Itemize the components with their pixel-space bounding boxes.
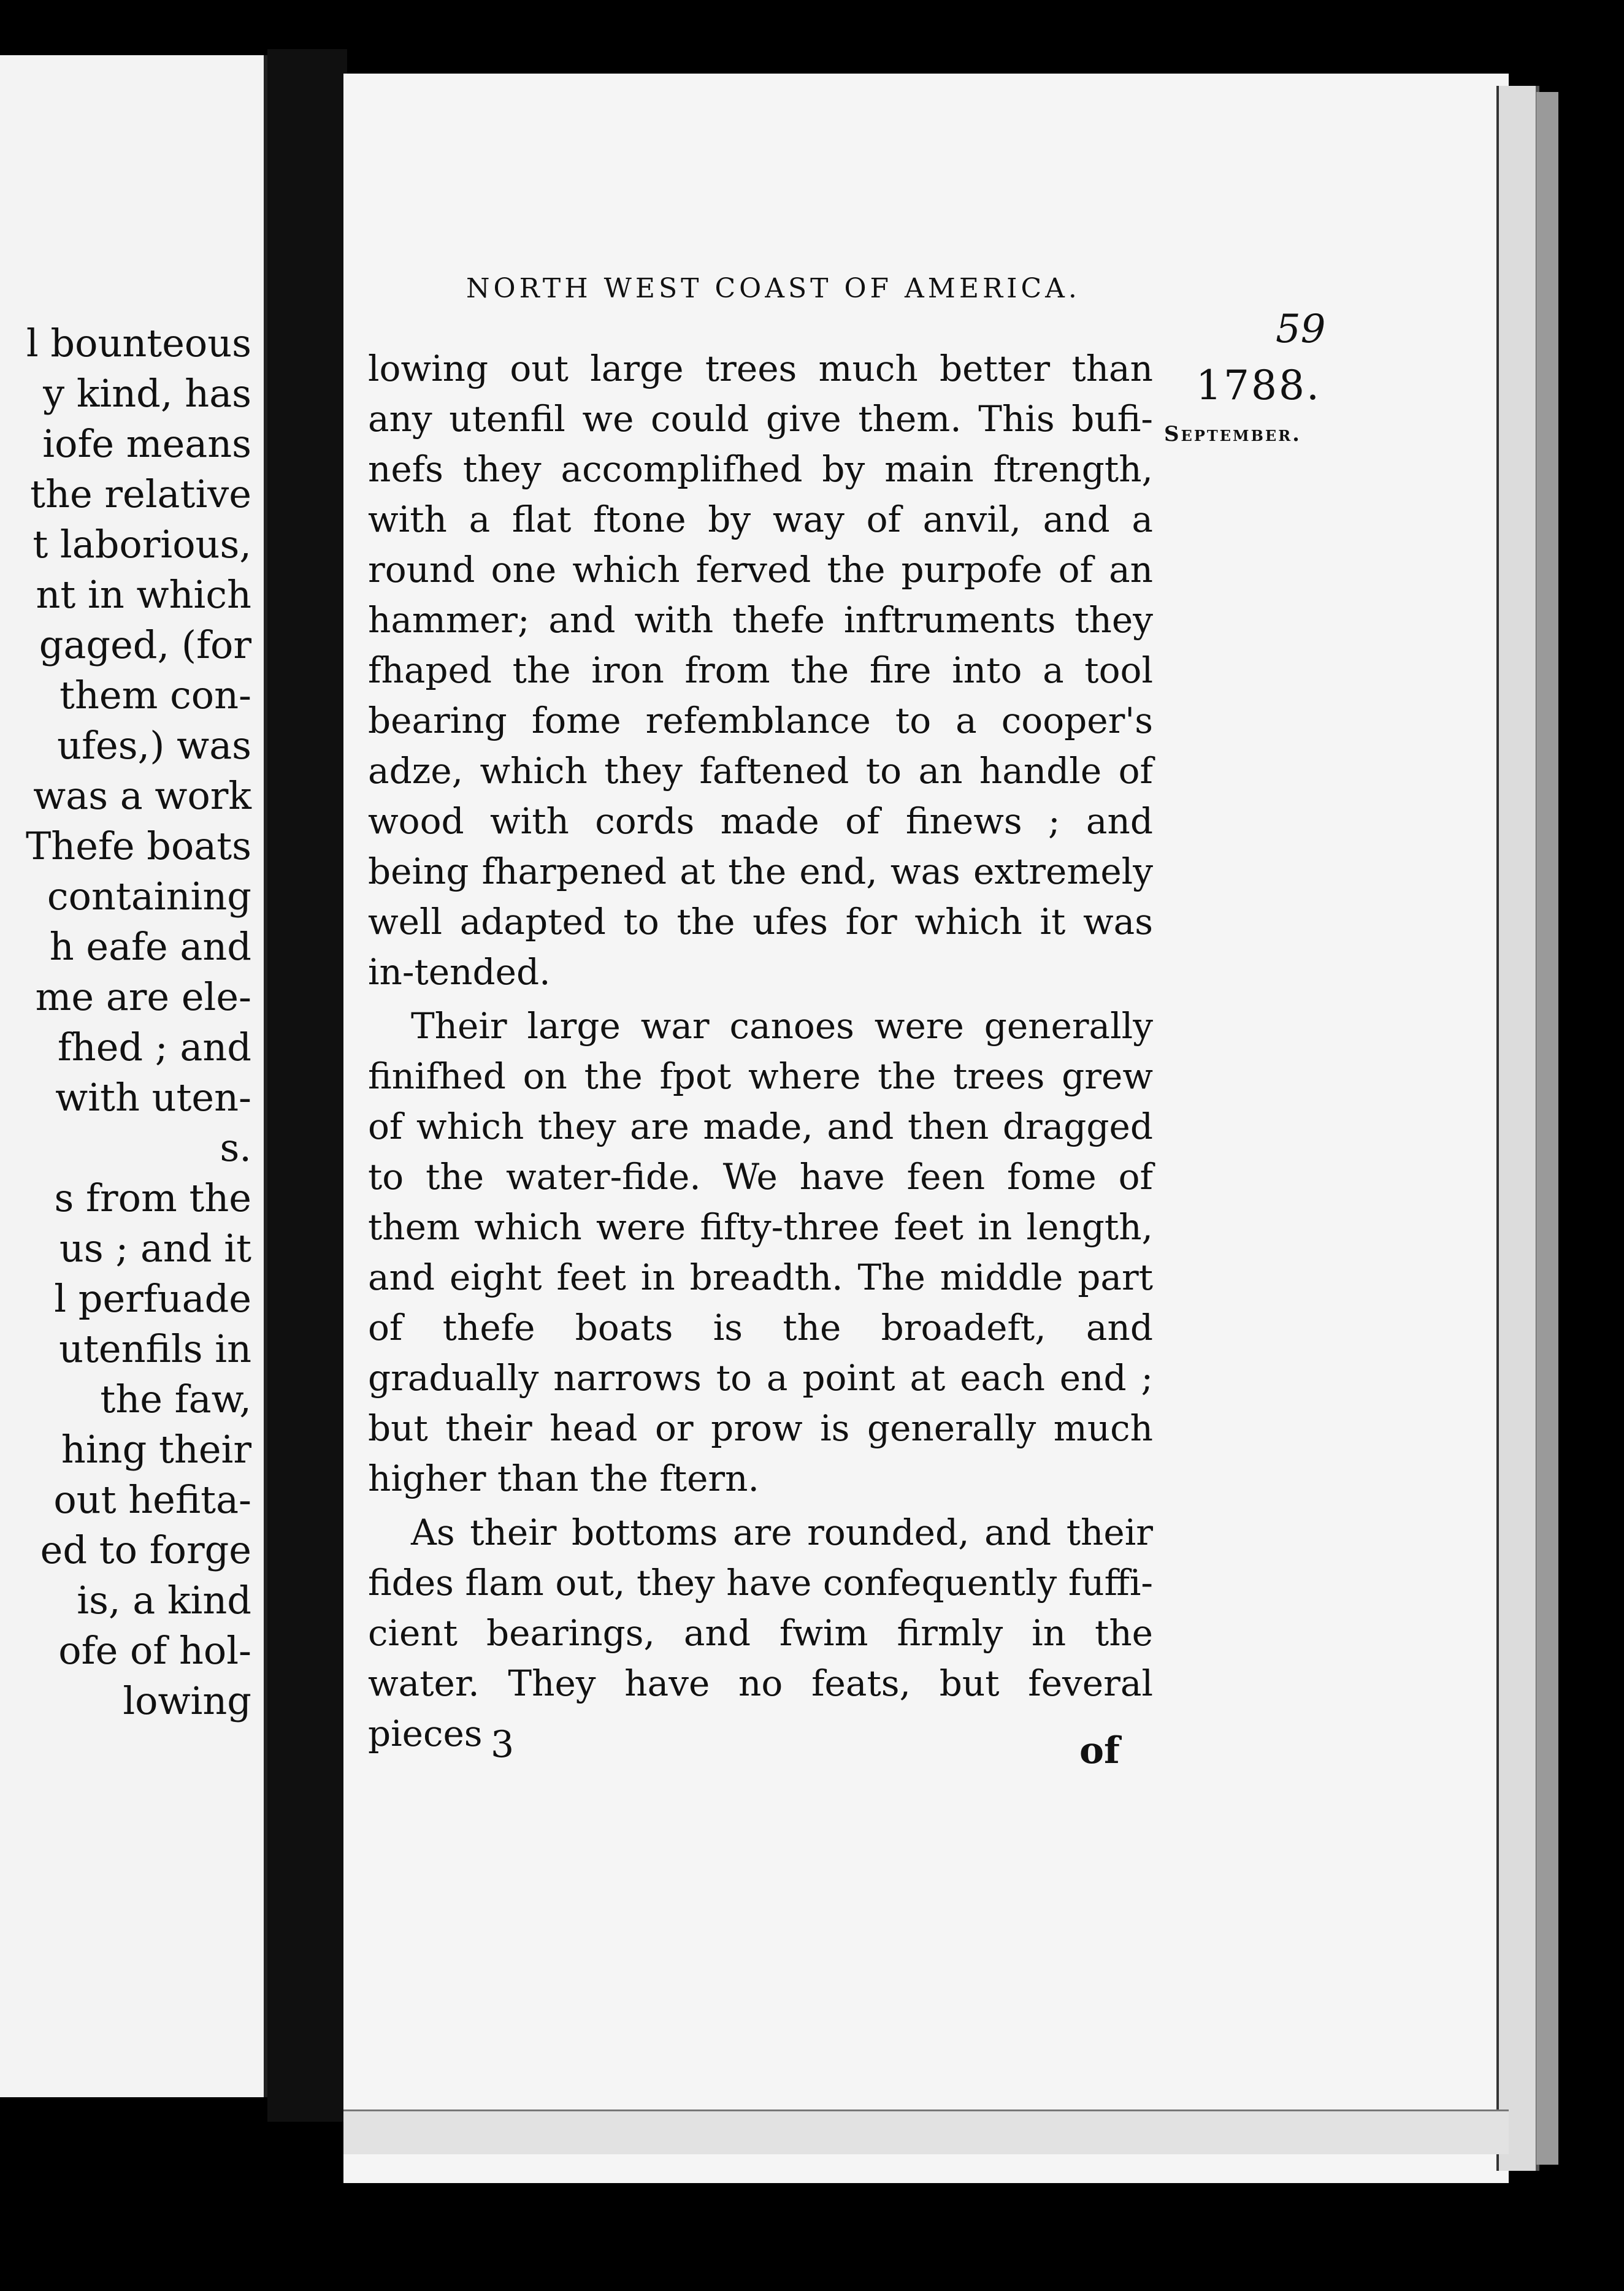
left-page-line: utenfils in (59, 1326, 251, 1371)
left-page-line: with uten- (55, 1075, 251, 1120)
running-head: NORTH WEST COAST OF AMERICA. (466, 273, 1081, 304)
left-page-line: ed to forge (40, 1528, 251, 1572)
paragraph: As their bottoms are rounded, and their fides flam out, they have confequently fuffi-cient bearings, and fwim firmly in the water. They have no feats, but feveral pieces (368, 1512, 1153, 1754)
left-page-line: nt in which (36, 572, 251, 617)
left-page-line: t laborious, (33, 522, 251, 567)
left-page (0, 55, 267, 2097)
left-page-line: l perfuade (54, 1276, 251, 1321)
page-bottom-edge (343, 2109, 1509, 2154)
signature-mark: 3 (491, 1723, 515, 1766)
page-edge-shadow (1536, 92, 1558, 2165)
left-page-line: l bounteous (26, 321, 251, 365)
body-text (368, 343, 1153, 1759)
left-page-line: s. (220, 1125, 251, 1170)
page-edge (1496, 86, 1539, 2171)
left-page-line: the relative (30, 472, 251, 516)
left-page-line: was a work (33, 773, 251, 818)
margin-year: 1788. (1196, 362, 1321, 409)
paragraph: Their large war canoes were generally finifhed on the fpot where the trees grew of which they are made, and then dragged to the water-fide. We have feen fome of them which were fifty-three feet in length, and eight feet in breadth. The middle part of thefe boats is the broadeft, and gradually narrows to a point at each end ; but their head or prow is generally much higher than the ftern. (368, 1005, 1153, 1499)
left-page-line: y kind, has (43, 371, 251, 416)
left-page-line: h eafe and (49, 924, 251, 969)
left-page-line: containing (47, 874, 251, 919)
left-page-line: Thefe boats (25, 824, 251, 868)
left-page-line: out hefita- (53, 1477, 251, 1522)
catchword: of (1079, 1729, 1120, 1772)
left-page-line: hing their (61, 1427, 251, 1472)
left-page-line: fhed ; and (57, 1025, 251, 1069)
left-page-line: is, a kind (77, 1578, 251, 1623)
left-page-line: me are ele- (35, 974, 251, 1019)
book-gutter (267, 49, 347, 2122)
left-page-line: lowing (123, 1678, 251, 1723)
left-page-line: iofe means (42, 421, 251, 466)
page-number: 59 (1276, 307, 1326, 352)
left-page-line: the faw, (100, 1377, 251, 1421)
left-page-line: ufes,) was (57, 723, 251, 768)
left-page-line: s from the (54, 1176, 251, 1220)
paragraph: lowing out large trees much better than any utenfil we could give them. This bufi-nefs they accomplifhed by main ftrength, with a flat ftone by way of anvil, and a round one which ferved the purpofe of an hammer; and with thefe inftruments they fhaped the iron from the fire into a tool bearing fome refemblance to a cooper's adze, which they faftened to an handle of wood with cords made of finews ; and being fharpened at the end, was extremely well adapted to the ufes for which it was in-tended. (368, 348, 1153, 993)
margin-month: September. (1164, 422, 1301, 446)
left-page-line: ofe of hol- (58, 1628, 251, 1673)
left-page-line: us ; and it (59, 1226, 251, 1271)
left-page-line: them con- (59, 673, 251, 717)
left-page-line: gaged, (for (39, 622, 251, 667)
